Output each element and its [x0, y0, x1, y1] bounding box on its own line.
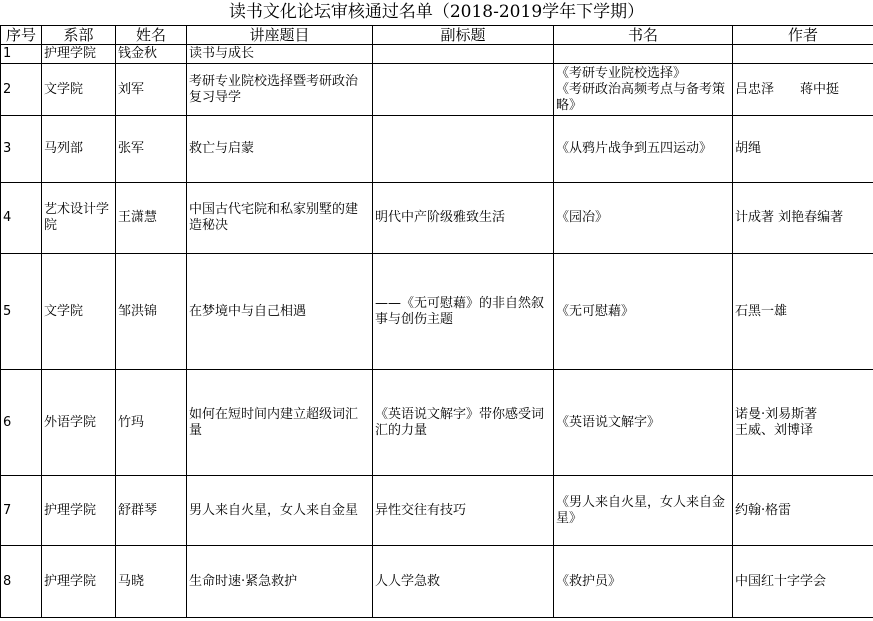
cell-author	[733, 254, 873, 370]
cell-subtitle	[373, 45, 554, 64]
cell-topic: 救亡与启蒙	[187, 116, 373, 183]
cell-author	[733, 183, 873, 254]
book-line: 《救护员》	[556, 573, 622, 589]
author-line: 石黑一雄	[735, 303, 788, 319]
cell-dept: 马列部	[42, 116, 116, 183]
cell-name: 刘军	[116, 64, 187, 116]
book-line: 《考研政治高频考点与备考策略》	[556, 81, 726, 113]
header-subtitle: 副标题	[373, 26, 554, 45]
cell-name: 舒群琴	[116, 476, 187, 546]
cell-book	[554, 64, 733, 116]
table-row	[1, 476, 873, 546]
cell-book	[554, 546, 733, 618]
cell-dept: 外语学院	[42, 370, 116, 476]
cell-no: 5	[1, 254, 42, 370]
book-line: 《园冶》	[556, 210, 609, 225]
cell-author	[733, 45, 873, 64]
table-row	[1, 546, 873, 618]
cell-no: 4	[1, 183, 42, 254]
cell-topic: 中国古代宅院和私家别墅的建造秘决	[187, 183, 373, 254]
cell-dept: 文学院	[42, 254, 116, 370]
table-row	[1, 45, 873, 64]
author-line: 吕忠泽 蒋中挺	[735, 81, 840, 97]
page-title: 读书文化论坛审核通过名单（2018-2019学年下学期）	[228, 2, 645, 22]
cell-dept: 护理学院	[42, 45, 116, 64]
cell-author	[733, 370, 873, 476]
book-line: 《从鸦片战争到五四运动》	[556, 141, 713, 156]
cell-subtitle: 人人学急救	[373, 546, 554, 618]
cell-topic: 读书与成长	[187, 45, 373, 64]
cell-name: 张军	[116, 116, 187, 183]
book-line: 《英语说文解字》	[556, 414, 661, 430]
cell-name: 竹玛	[116, 370, 187, 476]
cell-dept: 护理学院	[42, 476, 116, 546]
cell-no: 8	[1, 546, 42, 618]
author-line: 中国红十字学会	[735, 573, 827, 589]
header-no: 序号	[1, 26, 42, 45]
header-author: 作者	[733, 26, 873, 45]
cell-author	[733, 546, 873, 618]
cell-topic: 生命时速·紧急救护	[187, 546, 373, 618]
header-dept: 系部	[42, 26, 116, 45]
author-line: 计成著 刘艳春编著	[735, 210, 844, 225]
approval-table	[0, 25, 873, 618]
cell-author	[733, 476, 873, 546]
cell-topic: 考研专业院校选择暨考研政治复习导学	[187, 64, 373, 116]
table-row	[1, 64, 873, 116]
cell-no: 3	[1, 116, 42, 183]
book-line: 《男人来自火星，女人来自金星》	[556, 494, 726, 526]
table-row	[1, 254, 873, 370]
header-book: 书名	[554, 26, 733, 45]
header-row	[1, 26, 873, 45]
cell-subtitle: 《英语说文解字》带你感受词汇的力量	[373, 370, 554, 476]
cell-subtitle: 异性交往有技巧	[373, 476, 554, 546]
book-line: 《考研专业院校选择》	[556, 65, 687, 81]
cell-no: 7	[1, 476, 42, 546]
cell-subtitle: ——《无可慰藉》的非自然叙事与创伤主题	[373, 254, 554, 370]
cell-topic: 在梦境中与自己相遇	[187, 254, 373, 370]
author-line: 约翰·格雷	[735, 502, 792, 518]
cell-subtitle	[373, 64, 554, 116]
cell-dept: 艺术设计学院	[42, 183, 116, 254]
cell-topic: 如何在短时间内建立超级词汇量	[187, 370, 373, 476]
cell-topic: 男人来自火星，女人来自金星	[187, 476, 373, 546]
cell-no: 2	[1, 64, 42, 116]
header-name: 姓名	[116, 26, 187, 45]
cell-dept: 文学院	[42, 64, 116, 116]
book-line: 《无可慰藉》	[556, 303, 635, 319]
table-row	[1, 183, 873, 254]
cell-no: 6	[1, 370, 42, 476]
cell-author	[733, 64, 873, 116]
table-row	[1, 116, 873, 183]
cell-name: 王潇慧	[116, 183, 187, 254]
cell-book	[554, 476, 733, 546]
cell-subtitle: 明代中产阶级雅致生活	[373, 183, 554, 254]
cell-name: 邹洪锦	[116, 254, 187, 370]
header-topic: 讲座题目	[187, 26, 373, 45]
cell-author	[733, 116, 873, 183]
cell-book	[554, 116, 733, 183]
cell-subtitle	[373, 116, 554, 183]
cell-dept: 护理学院	[42, 546, 116, 618]
cell-name: 马晓	[116, 546, 187, 618]
author-line: 胡绳	[735, 141, 762, 156]
cell-name: 钱金秋	[116, 45, 187, 64]
cell-book	[554, 183, 733, 254]
cell-book	[554, 370, 733, 476]
author-line: 王威、刘博译	[735, 422, 814, 438]
table-row	[1, 370, 873, 476]
cell-book	[554, 45, 733, 64]
author-line: 诺曼·刘易斯著	[735, 406, 818, 422]
cell-book	[554, 254, 733, 370]
cell-no: 1	[1, 45, 42, 64]
